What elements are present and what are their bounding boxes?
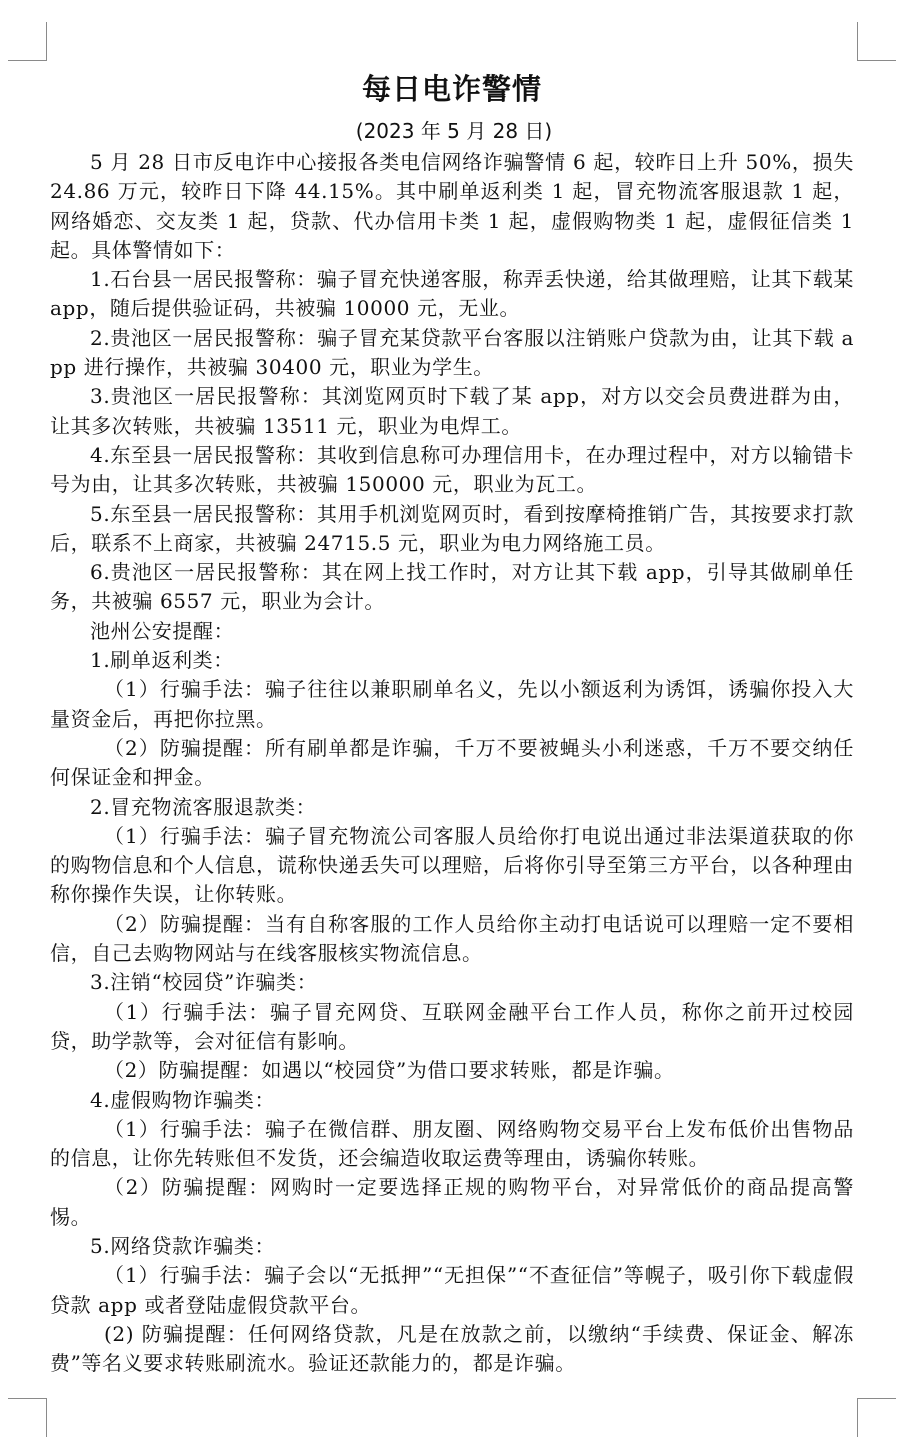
case-item: 2.贵池区一居民报警称：骗子冒充某贷款平台客服以注销账户贷款为由，让其下载 app 进行操作，共被骗 30400 元，职业为学生。 xyxy=(50,325,854,380)
report-date: (2023 年 5 月 28 日) xyxy=(355,119,553,143)
category-heading: 2.冒充物流客服退款类： xyxy=(90,794,317,819)
case-item: 6.贵池区一居民报警称：其在网上找工作时，对方让其下载 app，引导其做刷单任务，共被骗 6557 元，职业为会计。 xyxy=(50,560,854,614)
summary-paragraph: 5 月 28 日市反电诈中心接报各类电信网络诈骗警情 6 起，较昨日上升 50%，损失 24.86 万元，较昨日下降 44.15%。其中刷单返利类 1 起，冒充物流客服退款 1 起，网络婚恋、交友类 1 起，贷款、代办信用卡类 1 起，虚假购物类 1 起，虚假征信类 1 起。具体警情如下： xyxy=(50,150,854,262)
case-item: 1.石台县一居民报警称：骗子冒充快递客服，称弄丢快递，给其做理赔，让其下载某 app，随后提供验证码，共被骗 10000 元，无业。 xyxy=(50,267,854,321)
case-item: 5.东至县一居民报警称：其用手机浏览网页时，看到按摩椅推销广告，其按要求打款后，联系不上商家，共被骗 24715.5 元，职业为电力网络施工员。 xyxy=(50,501,854,555)
crop-mark-bottom-right xyxy=(857,1398,896,1437)
case-item: 4.东至县一居民报警称：其收到信息称可办理信用卡，在办理过程中，对方以输错卡号为由，让其多次转账，共被骗 150000 元，职业为瓦工。 xyxy=(50,442,854,497)
category-heading: 3.注销“校园贷”诈骗类： xyxy=(90,970,318,995)
prevention-tip: (2) 防骗提醒：任何网络贷款，凡是在放款之前，以缴纳“手续费、保证金、解冻费”等名义要求转账刷流水。验证还款能力的，都是诈骗。 xyxy=(50,1321,854,1376)
case-item: 3.贵池区一居民报警称：其浏览网页时下载了某 app，对方以交会员费进群为由，让其多次转账，共被骗 13511 元，职业为电焊工。 xyxy=(50,384,854,438)
category-heading: 1.刷单返利类： xyxy=(90,648,234,673)
category-heading: 5.网络贷款诈骗类： xyxy=(90,1233,276,1258)
prevention-tip: （2）防骗提醒：当有自称客服的工作人员给你主动打电话说可以理赔一定不要相信，自己去购物网站与在线客服核实物流信息。 xyxy=(50,911,854,966)
scam-method: （1）行骗手法：骗子在微信群、朋友圈、网络购物交易平台上发布低价出售物品的信息，让你先转账但不发货，还会编造收取运费等理由，诱骗你转账。 xyxy=(50,1116,854,1171)
scam-method: （1）行骗手法：骗子会以“无抵押”“无担保”“不查征信”等幌子，吸引你下载虚假贷款 app 或者登陆虚假贷款平台。 xyxy=(50,1263,854,1317)
scam-method: （1）行骗手法：骗子冒充物流公司客服人员给你打电说出通过非法渠道获取的你的购物信息和个人信息，谎称快递丢失可以理赔，后将你引导至第三方平台，以各种理由称你操作失误，让你转账。 xyxy=(50,823,854,907)
crop-mark-top-right xyxy=(857,22,896,61)
page-title: 每日电诈警情 xyxy=(361,72,542,106)
scam-method: （1）行骗手法：骗子冒充网贷、互联网金融平台工作人员，称你之前开过校园贷，助学款等，会对征信有影响。 xyxy=(50,999,854,1053)
reminder-heading: 池州公安提醒： xyxy=(90,618,235,643)
prevention-tip: （2）防骗提醒：网购时一定要选择正规的购物平台，对异常低价的商品提高警惕。 xyxy=(50,1175,854,1229)
prevention-tip: （2）防骗提醒：如遇以“校园贷”为借口要求转账，都是诈骗。 xyxy=(104,1058,675,1083)
category-heading: 4.虚假购物诈骗类： xyxy=(90,1087,276,1112)
prevention-tip: （2）防骗提醒：所有刷单都是诈骗，千万不要被蝇头小利迷惑，千万不要交纳任何保证金和押金。 xyxy=(50,735,854,790)
scam-method: （1）行骗手法：骗子往往以兼职刷单名义，先以小额返利为诱饵，诱骗你投入大量资金后，再把你拉黑。 xyxy=(50,677,854,731)
document-page xyxy=(50,64,854,1378)
crop-mark-bottom-left xyxy=(8,1398,47,1437)
crop-mark-top-left xyxy=(8,22,47,61)
